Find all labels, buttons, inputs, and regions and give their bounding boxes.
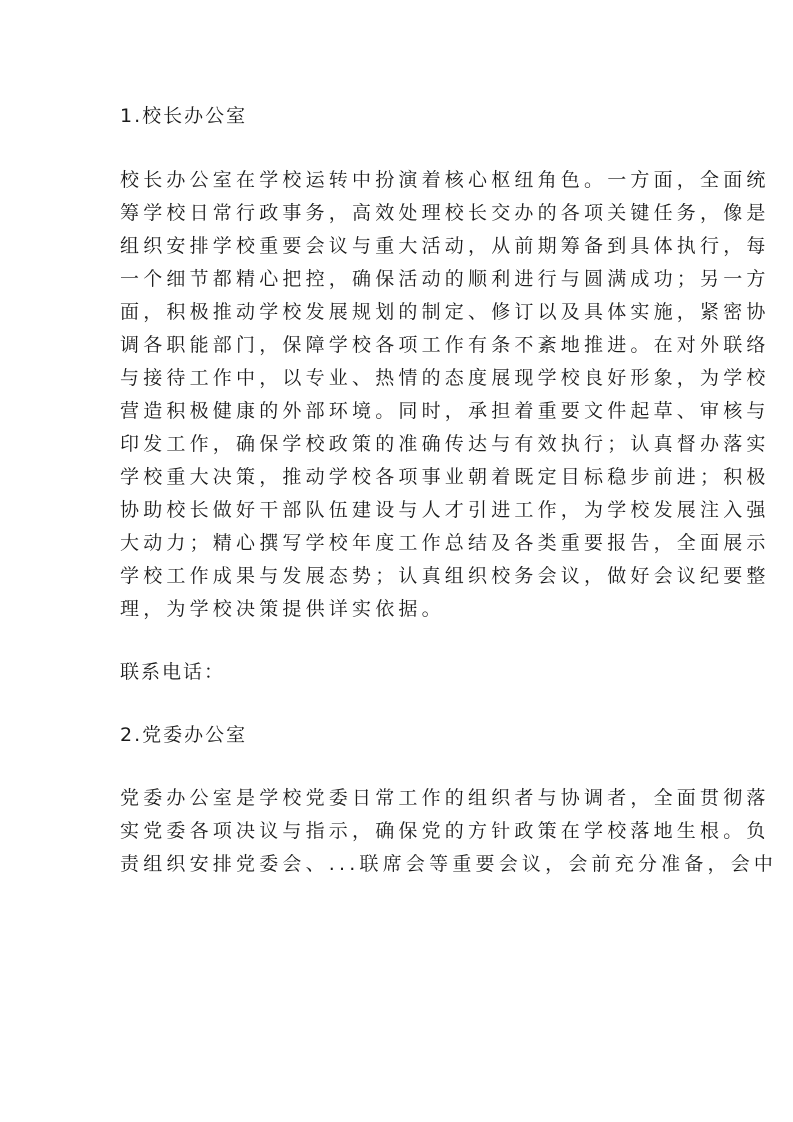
section-heading-party-office: 2.党委办公室 [120,724,248,746]
contact-phone-label: 联系电话： [120,661,226,683]
paragraph-line: 面，积极推动学校发展规划的制定、修订以及具体实施，紧密协 [120,301,770,323]
paragraph-line: 理，为学校决策提供详实依据。 [120,598,445,620]
paragraph-line: 协助校长做好干部队伍建设与人才引进工作，为学校发展注入强 [120,499,770,521]
section-heading-principal-office: 1.校长办公室 [120,105,248,127]
paragraph-line: 学校重大决策，推动学校各项事业朝着既定目标稳步前进；积极 [120,466,770,488]
paragraph-line: 与接待工作中，以专业、热情的态度展现学校良好形象，为学校 [120,367,770,389]
paragraph-line: 实党委各项决议与指示，确保党的方针政策在学校落地生根。负 [120,820,770,842]
paragraph-line: 调各职能部门，保障学校各项工作有条不紊地推进。在对外联络 [120,334,770,356]
paragraph-line: 印发工作，确保学校政策的准确传达与有效执行；认真督办落实 [120,433,770,455]
paragraph-line: 责组织安排党委会、...联席会等重要会议，会前充分准备，会中 [120,853,778,875]
paragraph-line: 组织安排学校重要会议与重大活动，从前期筹备到具体执行，每 [120,235,770,257]
paragraph-line: 学校工作成果与发展态势；认真组织校务会议，做好会议纪要整 [120,565,770,587]
paragraph-line: 一个细节都精心把控，确保活动的顺利进行与圆满成功；另一方 [120,268,770,290]
paragraph-line: 党委办公室是学校党委日常工作的组织者与协调者，全面贯彻落 [120,787,770,809]
paragraph-line: 筹学校日常行政事务，高效处理校长交办的各项关键任务，像是 [120,202,770,224]
paragraph-line: 大动力；精心撰写学校年度工作总结及各类重要报告，全面展示 [120,532,770,554]
paragraph-line: 校长办公室在学校运转中扮演着核心枢纽角色。一方面，全面统 [120,169,770,191]
paragraph-line: 营造积极健康的外部环境。同时，承担着重要文件起草、审核与 [120,400,770,422]
